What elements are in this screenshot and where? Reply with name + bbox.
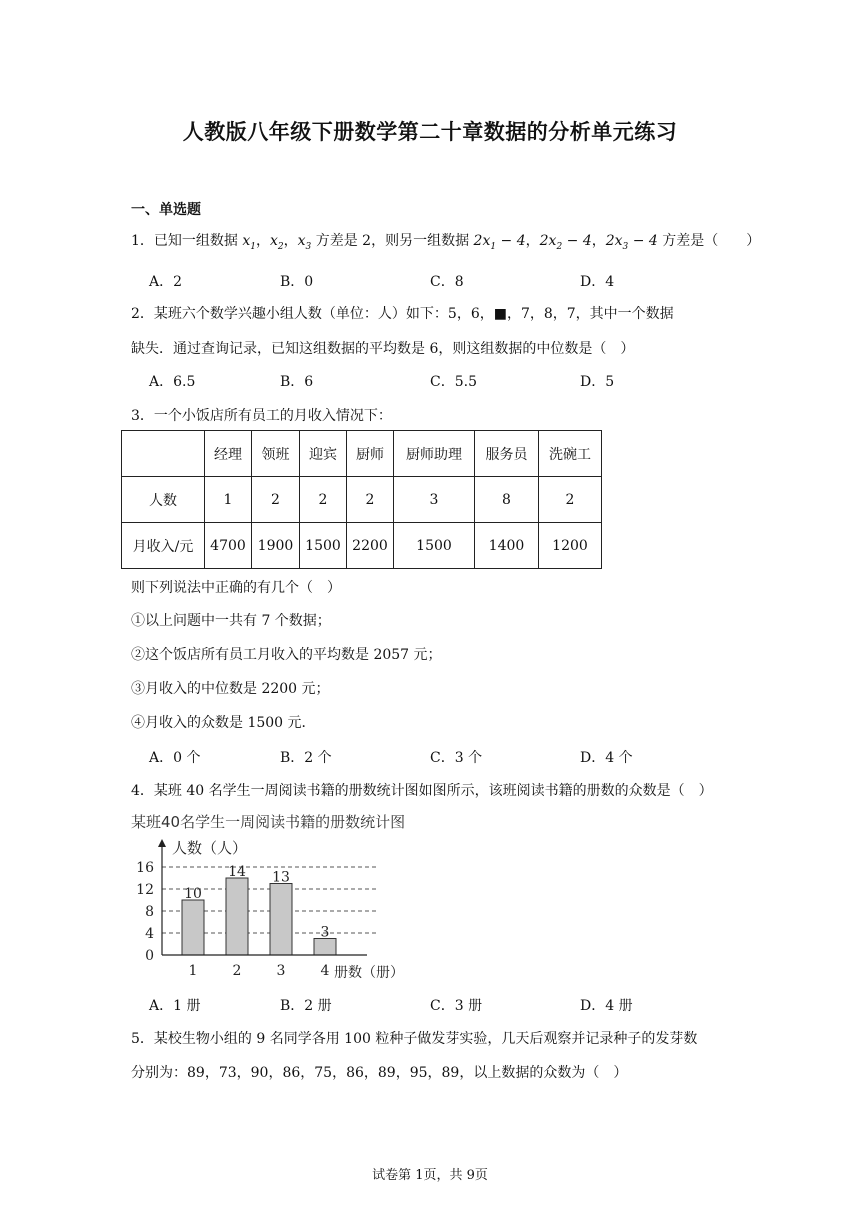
y-tick-label: 12 bbox=[136, 882, 154, 898]
table-cell: 1500 bbox=[300, 523, 347, 569]
data-label: 3 bbox=[320, 924, 330, 941]
table-cell: 2 bbox=[252, 477, 300, 523]
q2-option-a[interactable]: A．6.5 bbox=[149, 374, 196, 390]
table-cell: 服务员 bbox=[475, 431, 539, 477]
y-axis-title: 人数（人） bbox=[172, 839, 248, 857]
q3-statement-4: ④月收入的众数是 1500 元． bbox=[131, 715, 316, 731]
table-header-row bbox=[122, 431, 602, 477]
question-2-line2: 缺失．通过查询记录，已知这组数据的平均数是 6，则这组数据的中位数是（ ） bbox=[131, 341, 635, 357]
table-cell bbox=[122, 431, 205, 477]
q2-option-c[interactable]: C．5.5 bbox=[430, 374, 477, 390]
table-cell: 1400 bbox=[475, 523, 539, 569]
table-cell: 1500 bbox=[394, 523, 475, 569]
table-cell: 厨师 bbox=[347, 431, 394, 477]
q3-option-c[interactable]: C．3 个 bbox=[430, 750, 483, 766]
bar bbox=[314, 939, 336, 956]
table-cell: 2 bbox=[300, 477, 347, 523]
income-table bbox=[121, 430, 602, 569]
bar bbox=[182, 900, 204, 955]
table-cell: 经理 bbox=[205, 431, 252, 477]
y-axis-arrow bbox=[158, 839, 166, 847]
table-row bbox=[122, 477, 602, 523]
q2-option-d[interactable]: D．5 bbox=[580, 374, 615, 390]
question-4-stem: 4．某班 40 名学生一周阅读书籍的册数统计图如图所示，该班阅读书籍的册数的众数是（ ） bbox=[131, 783, 713, 799]
table-cell: 厨师助理 bbox=[394, 431, 475, 477]
page-footer: 试卷第 1页，共 9页 bbox=[372, 1168, 488, 1183]
bar bbox=[270, 884, 292, 956]
y-tick-label: 0 bbox=[145, 948, 154, 964]
data-label: 10 bbox=[184, 886, 202, 902]
q1-text-b: 方差是 2，则另一组数据 bbox=[315, 233, 474, 249]
q3-option-d[interactable]: D．4 个 bbox=[580, 750, 633, 766]
table-row bbox=[122, 523, 602, 569]
table-cell: 1900 bbox=[252, 523, 300, 569]
q3-statement-1: ①以上问题中一共有 7 个数据； bbox=[131, 613, 331, 629]
question-5-line1: 5．某校生物小组的 9 名同学各用 100 粒种子做发芽实验，几天后观察并记录种子的发芽数 bbox=[131, 1031, 698, 1047]
q2-option-b[interactable]: B．6 bbox=[280, 374, 314, 390]
chart-bars bbox=[182, 878, 336, 955]
q4-option-d[interactable]: D．4 册 bbox=[580, 998, 633, 1014]
q3-option-a[interactable]: A．0 个 bbox=[149, 750, 201, 766]
table-cell: 4700 bbox=[205, 523, 252, 569]
q1-option-d[interactable]: D．4 bbox=[580, 274, 615, 290]
table-cell: 洗碗工 bbox=[539, 431, 602, 477]
question-3-ask: 则下列说法中正确的有几个（ ） bbox=[131, 580, 341, 596]
q4-option-b[interactable]: B．2 册 bbox=[280, 998, 332, 1014]
reading-bar-chart bbox=[130, 835, 420, 985]
q3-statement-2: ②这个饭店所有员工月收入的平均数是 2057 元； bbox=[131, 647, 442, 663]
y-tick-label: 16 bbox=[136, 860, 154, 876]
question-1-stem: 1．已知一组数据 $x_1$，$x_2$，$x_3$ 方差是 2，则另一组数据 $2x_1 - 4$，$2x_2 - 4$，$2x_3 - 4$ 方差是（ ） bbox=[131, 233, 761, 252]
table-cell: 2200 bbox=[347, 523, 394, 569]
bar bbox=[226, 878, 248, 955]
question-3-stem: 3．一个小饭店所有员工的月收入情况下： bbox=[131, 408, 392, 424]
question-5-line2: 分别为：89，73，90，86，75，86，89，95，89，以上数据的众数为（ ） bbox=[131, 1065, 628, 1081]
question-2-line1: 2．某班六个数学兴趣小组人数（单位：人）如下：5，6，■，7，8，7，其中一个数据 bbox=[131, 306, 674, 322]
q3-option-b[interactable]: B．2 个 bbox=[280, 750, 332, 766]
data-label: 13 bbox=[272, 869, 290, 886]
x-tick-label: 2 bbox=[232, 963, 242, 979]
page-title: 人教版八年级下册数学第二十章数据的分析单元练习 bbox=[182, 120, 678, 144]
y-tick-label: 4 bbox=[145, 926, 154, 942]
table-cell: 3 bbox=[394, 477, 475, 523]
chart-title: 某班40名学生一周阅读书籍的册数统计图 bbox=[131, 813, 406, 831]
x-axis-title: 册数（册） bbox=[334, 965, 404, 981]
data-label: 14 bbox=[228, 864, 246, 880]
q4-option-c[interactable]: C．3 册 bbox=[430, 998, 483, 1014]
section-heading: 一、单选题 bbox=[131, 202, 201, 218]
table-cell: 2 bbox=[539, 477, 602, 523]
x-tick-label: 1 bbox=[188, 963, 198, 979]
table-cell: 迎宾 bbox=[300, 431, 347, 477]
q1-option-b[interactable]: B．0 bbox=[280, 274, 314, 290]
q1-option-c[interactable]: C．8 bbox=[430, 274, 464, 290]
q1-text-a: 1．已知一组数据 bbox=[131, 233, 243, 249]
table-cell: 1200 bbox=[539, 523, 602, 569]
x-tick-label: 4 bbox=[320, 963, 330, 979]
q3-statement-3: ③月收入的中位数是 2200 元； bbox=[131, 681, 330, 697]
table-cell: 人数 bbox=[122, 477, 205, 523]
x-tick-label: 3 bbox=[276, 963, 286, 979]
table-cell: 8 bbox=[475, 477, 539, 523]
table-cell: 1 bbox=[205, 477, 252, 523]
y-tick-label: 8 bbox=[145, 904, 154, 920]
q1-text-c: 方差是（ ） bbox=[662, 233, 761, 249]
table-cell: 2 bbox=[347, 477, 394, 523]
table-cell: 领班 bbox=[252, 431, 300, 477]
table-cell: 月收入/元 bbox=[122, 523, 205, 569]
q4-option-a[interactable]: A．1 册 bbox=[149, 998, 201, 1014]
q1-option-a[interactable]: A．2 bbox=[149, 274, 183, 290]
